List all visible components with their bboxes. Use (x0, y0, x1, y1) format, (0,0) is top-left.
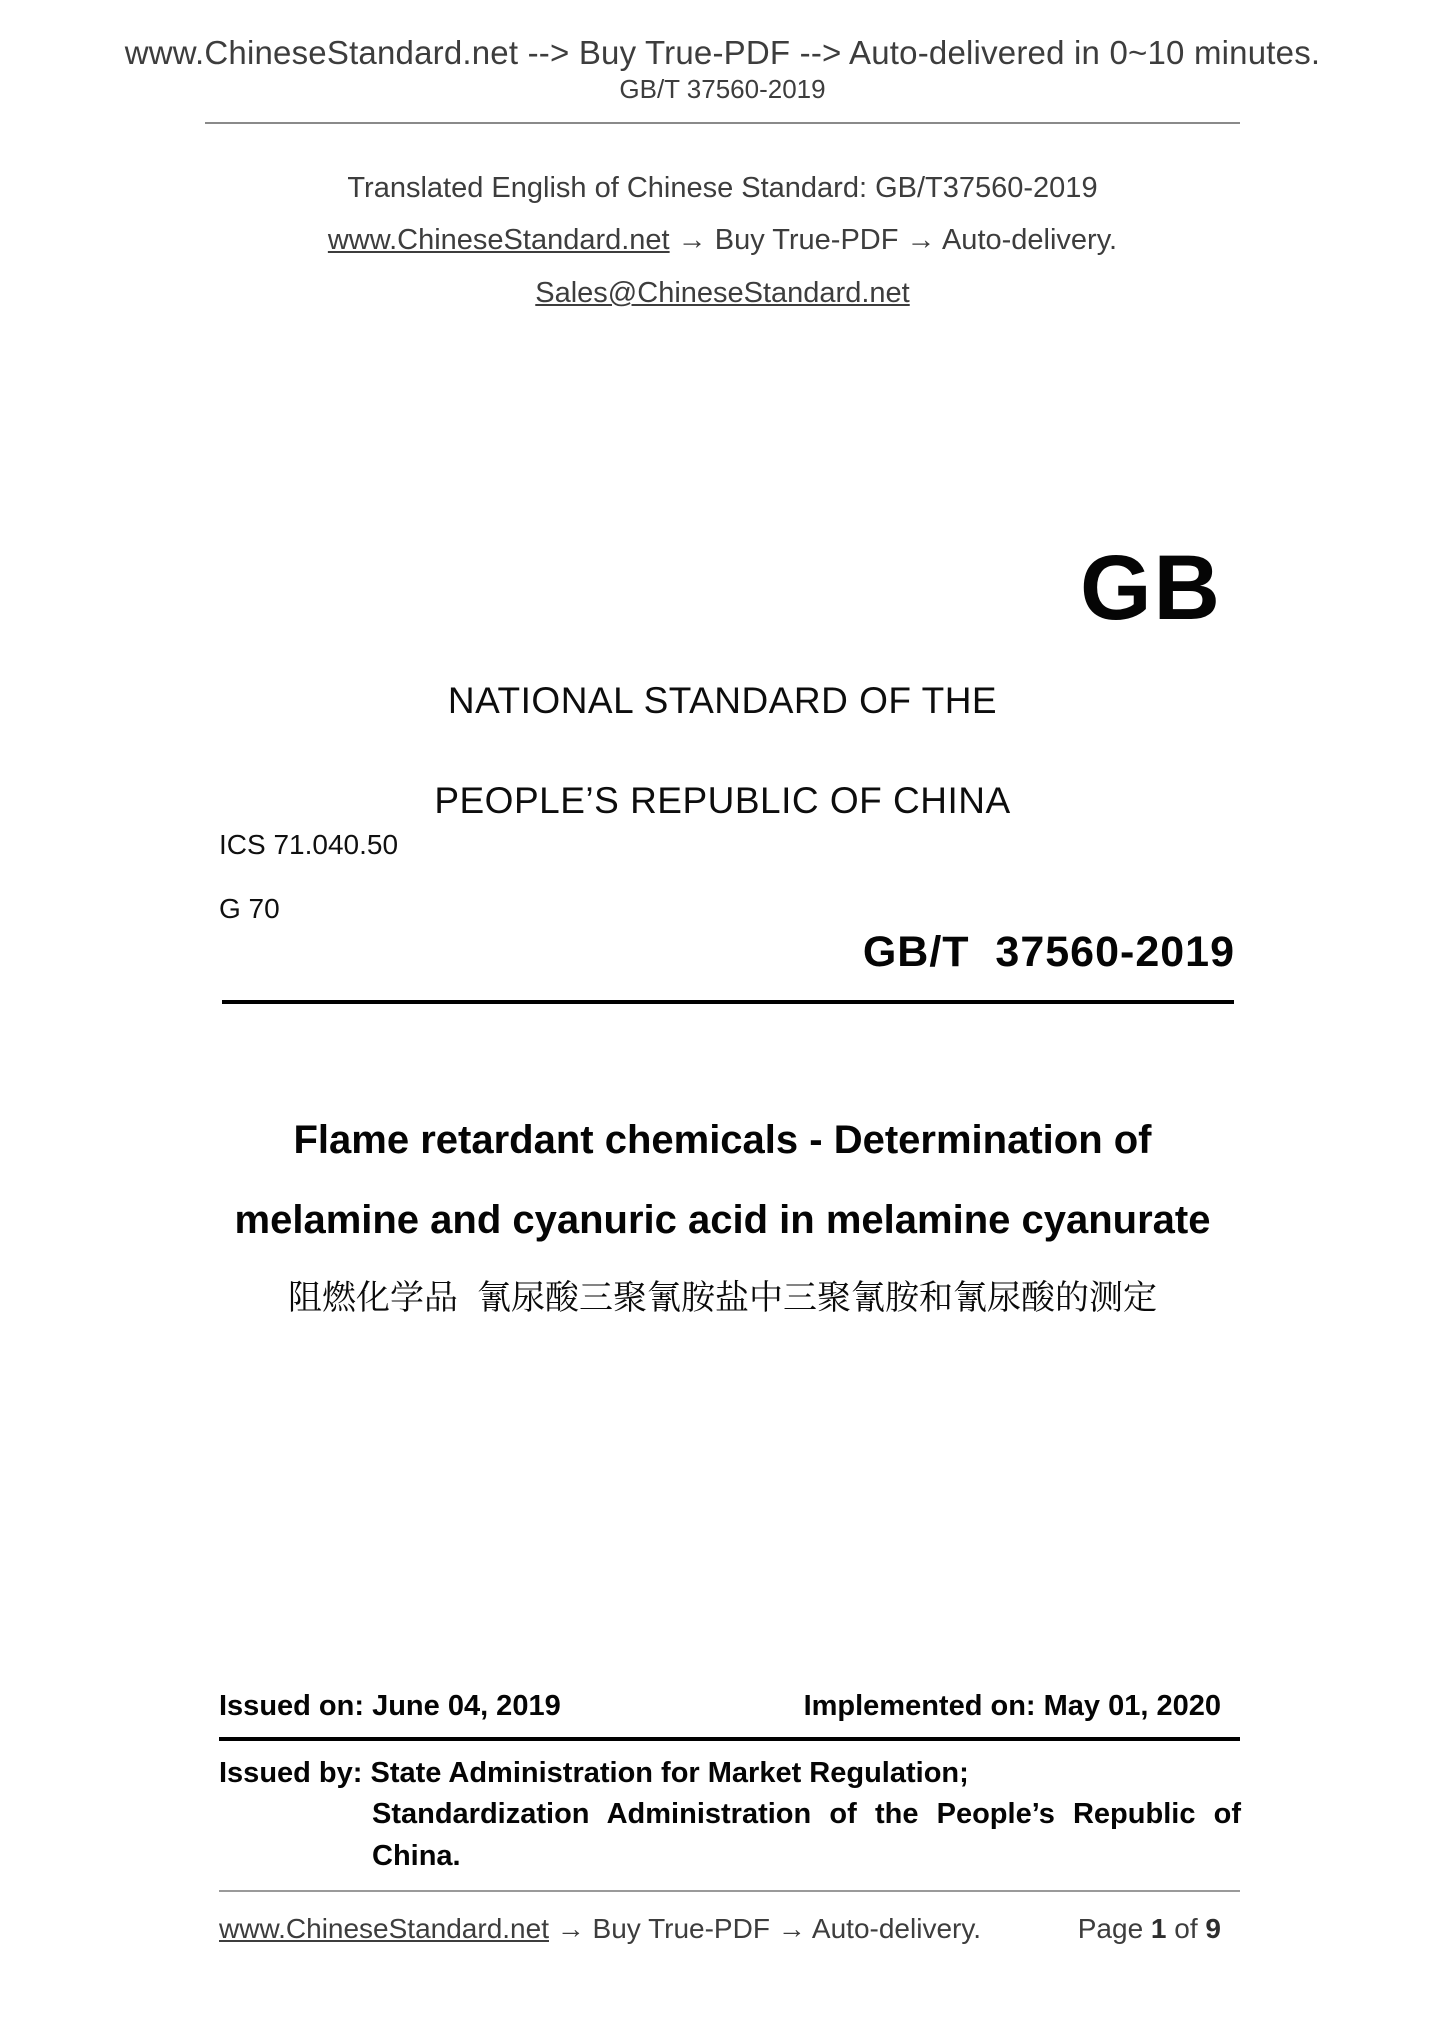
of-label: of (1166, 1913, 1206, 1944)
header-doc-code: GB/T 37560-2019 (619, 74, 826, 104)
promo-suffix: → Buy True-PDF → Auto-delivery. (669, 224, 1118, 256)
issued-by-line: Issued by: State Administration for Market Regulation; (219, 1757, 969, 1789)
header-divider (205, 122, 1240, 124)
standard-number: GB/T 37560-2019 (862, 928, 1235, 976)
page-current: 1 (1150, 1913, 1167, 1944)
national-standard-line1: NATIONAL STANDARD OF THE (447, 680, 998, 721)
implemented-date: Implemented on: May 01, 2020 (803, 1690, 1221, 1722)
issued-date: Issued on: June 04, 2019 (219, 1690, 561, 1722)
gb-logo: GB (1080, 537, 1222, 639)
footer-promo-suffix: → Buy True-PDF → Auto-delivery. (548, 1913, 982, 1944)
ics-code: ICS 71.040.50 (219, 829, 399, 860)
national-standard-line2: PEOPLE’S REPUBLIC OF CHINA (434, 780, 1011, 821)
issuer-line3: China. (372, 1840, 461, 1872)
page-indicator (1078, 1913, 1221, 1945)
page-total: 9 (1205, 1913, 1221, 1944)
footer-divider (219, 1890, 1240, 1892)
email-row (0, 277, 1445, 310)
footer-promo-line (219, 1913, 981, 1945)
issuer-line2: Standardization Administration of the People’s Republic of (372, 1798, 1241, 1830)
page-label: Page (1077, 1913, 1151, 1944)
title-line2: melamine and cyanuric acid in melamine cyanurate (234, 1198, 1211, 1242)
promo-line (0, 224, 1445, 257)
footer-site-link[interactable]: www.ChineseStandard.net (219, 1913, 549, 1944)
translated-line: Translated English of Chinese Standard: GB/T37560-2019 (347, 172, 1098, 204)
title-chinese: 阻燃化学品 氰尿酸三聚氰胺盐中三聚氰胺和氰尿酸的测定 (288, 1279, 1157, 1317)
title-line1: Flame retardant chemicals - Determination of (293, 1118, 1152, 1162)
email-link[interactable]: Sales@ChineseStandard.net (535, 277, 910, 309)
site-link[interactable]: www.ChineseStandard.net (327, 224, 670, 256)
dates-divider (219, 1737, 1240, 1741)
standard-number-divider (222, 1000, 1234, 1004)
classification-code: G 70 (219, 893, 280, 924)
top-promo-line: www.ChineseStandard.net --> Buy True-PDF --> Auto-delivered in 0~10 minutes. (124, 34, 1321, 71)
